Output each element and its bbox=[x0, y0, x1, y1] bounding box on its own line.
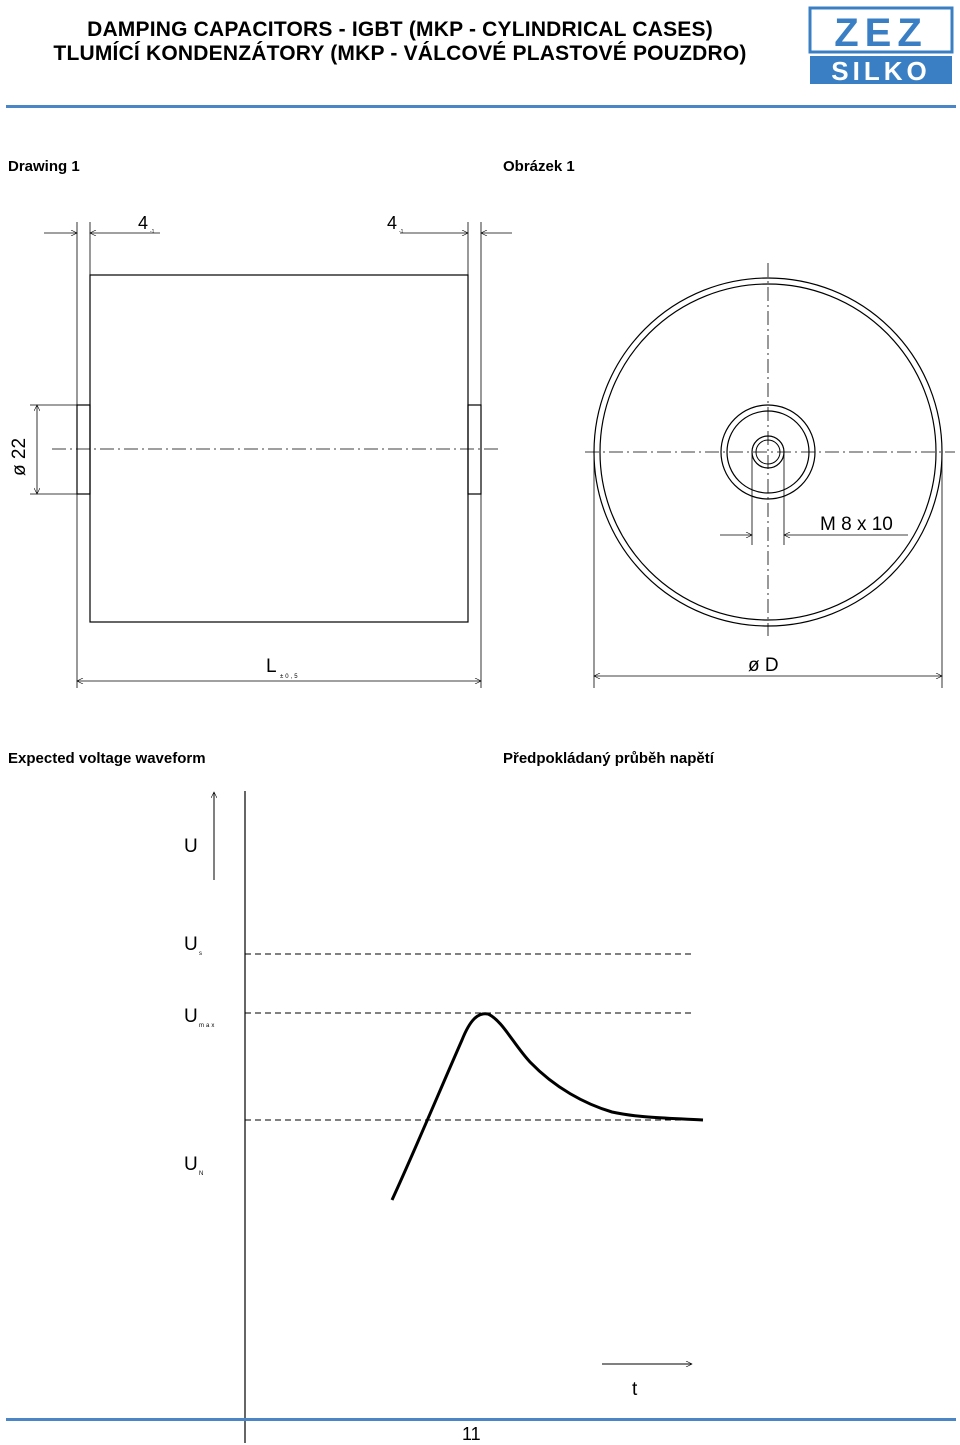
axis-label-u: U bbox=[184, 836, 198, 857]
page-title-cz: TLUMÍCÍ KONDENZÁTORY (MKP - VÁLCOVÉ PLASTOVÉ POUZDRO) bbox=[53, 42, 747, 65]
waveform-caption-cz: Předpokládaný průběh napětí bbox=[503, 750, 714, 767]
drawing-caption-en: Drawing 1 bbox=[8, 158, 80, 175]
level-label-umax: U bbox=[184, 1006, 198, 1027]
waveform-graph bbox=[184, 791, 703, 1443]
dim-length-tolerance: ±0,5 bbox=[280, 674, 300, 680]
logo-text-top: ZEZ bbox=[834, 11, 928, 55]
logo-text-bottom: SILKO bbox=[831, 56, 931, 86]
level-label-un-sub: N bbox=[199, 1171, 204, 1177]
waveform-caption-en: Expected voltage waveform bbox=[8, 750, 206, 767]
page-number: 11 bbox=[462, 1424, 481, 1444]
dim-terminal-left-tolerance: -1 bbox=[150, 229, 155, 235]
level-label-us-sub: s bbox=[199, 951, 202, 957]
dim-terminal-right: 4 bbox=[387, 213, 398, 233]
dim-terminal-right-tolerance: -1 bbox=[399, 229, 404, 235]
level-label-un: U bbox=[184, 1154, 198, 1175]
axis-label-t: t bbox=[632, 1379, 638, 1400]
dim-thread: M 8 x 10 bbox=[820, 514, 893, 535]
page-title-en: DAMPING CAPACITORS - IGBT (MKP - CYLINDRICAL CASES) bbox=[87, 18, 713, 41]
voltage-waveform-curve bbox=[392, 1014, 703, 1200]
level-label-umax-sub: max bbox=[199, 1023, 217, 1029]
capacitor-side-view bbox=[52, 275, 500, 622]
terminal-left bbox=[77, 405, 90, 494]
dim-length: L bbox=[266, 656, 277, 677]
capacitor-body bbox=[90, 275, 468, 622]
capacitor-end-view bbox=[585, 263, 955, 636]
footer-rule bbox=[6, 1418, 956, 1421]
terminal-right bbox=[468, 405, 481, 494]
dim-terminal-diameter: ø 22 bbox=[9, 437, 30, 476]
dim-case-diameter: ø D bbox=[748, 655, 779, 676]
level-label-us: U bbox=[184, 934, 198, 955]
dim-terminal-left: 4 bbox=[138, 213, 149, 233]
drawing-caption-cz: Obrázek 1 bbox=[503, 158, 575, 175]
